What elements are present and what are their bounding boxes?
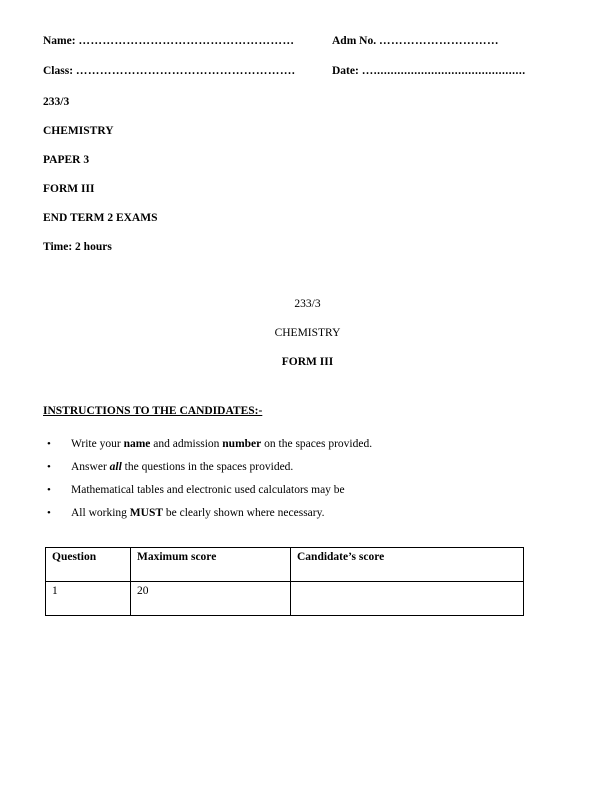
instruction-text-segment: the questions in the spaces provided. <box>121 461 294 473</box>
instructions-list <box>43 433 572 525</box>
instruction-item <box>43 502 572 525</box>
instruction-item <box>43 456 572 479</box>
instruction-text-segment: on the spaces provided. <box>261 438 373 450</box>
center-form-level: FORM III <box>281 356 334 368</box>
subject-name: CHEMISTRY <box>43 125 114 137</box>
name-field <box>43 26 332 56</box>
bullet-icon: • <box>47 461 51 473</box>
instruction-text-segment: All working <box>71 507 130 519</box>
paper-number: PAPER 3 <box>43 154 90 166</box>
center-title-block <box>43 290 572 377</box>
instruction-item <box>43 433 572 456</box>
instructions-heading: INSTRUCTIONS TO THE CANDIDATES:- <box>43 405 263 417</box>
instruction-text-segment: Mathematical tables and electronic used calculators may be <box>71 484 345 496</box>
instruction-text-segment: name <box>123 438 151 450</box>
instruction-text-segment: and admission <box>150 438 223 450</box>
time-allowed: Time: 2 hours <box>43 241 112 253</box>
instruction-text-segment: Write your <box>71 438 124 450</box>
instruction-text-segment: all <box>109 461 122 473</box>
bullet-icon: • <box>47 484 51 496</box>
instruction-text-segment: Answer <box>71 461 110 473</box>
paper-info-block <box>43 88 572 262</box>
date-dotted-line: …............................................. <box>361 65 526 77</box>
adm-no-label: Adm No. <box>332 35 377 47</box>
class-field <box>43 56 332 86</box>
bullet-icon: • <box>47 438 51 450</box>
exam-title: END TERM 2 EXAMS <box>43 212 158 224</box>
adm-no-dotted-line: ………………………… <box>378 35 499 47</box>
score-table-header-row <box>46 548 524 582</box>
instruction-text-segment: be clearly shown where necessary. <box>163 507 325 519</box>
date-field <box>332 56 572 86</box>
score-table-cell: 1 <box>46 582 131 616</box>
center-paper-code: 233/3 <box>294 298 321 310</box>
paper-code: 233/3 <box>43 96 70 108</box>
score-table-cell: 20 <box>131 582 291 616</box>
form-level: FORM III <box>43 183 95 195</box>
score-table <box>45 547 524 616</box>
name-dotted-line: ……………………………………………… <box>78 35 295 47</box>
date-label: Date: <box>332 65 359 77</box>
score-table-header-cell: Candidate’s score <box>291 548 524 582</box>
score-table-cell <box>291 582 524 616</box>
instruction-text-segment: MUST <box>129 507 164 519</box>
score-table-row <box>46 582 524 616</box>
score-table-header-cell: Maximum score <box>131 548 291 582</box>
class-label: Class: <box>43 65 74 77</box>
adm-no-field <box>332 26 572 56</box>
class-dotted-line: ………………………………………………. <box>75 65 296 77</box>
class-date-row <box>43 56 572 86</box>
score-table-header-cell: Question <box>46 548 131 582</box>
center-subject: CHEMISTRY <box>274 327 341 339</box>
name-adm-row <box>43 26 572 56</box>
name-label: Name: <box>43 35 76 47</box>
instruction-item <box>43 479 572 502</box>
instruction-text-segment: number <box>222 438 262 450</box>
bullet-icon: • <box>47 507 51 519</box>
